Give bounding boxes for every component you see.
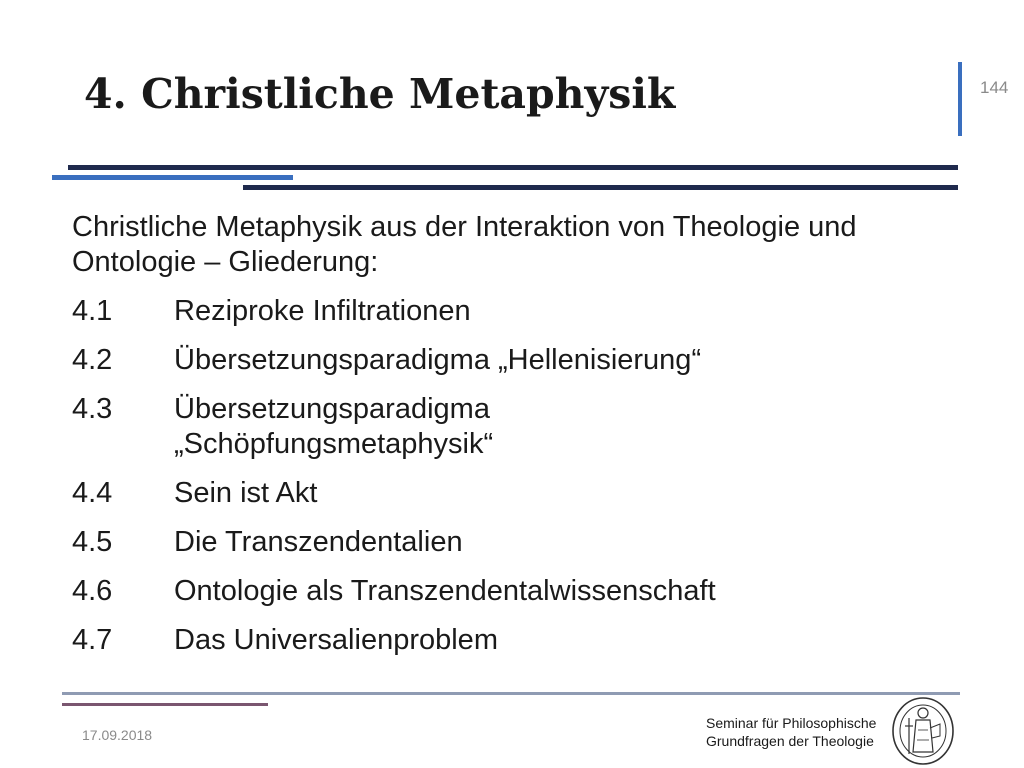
seminar-line-1: Seminar für Philosophische [706, 715, 877, 731]
header-line-blue-short [52, 175, 293, 180]
title-vertical-bar [958, 62, 962, 136]
slide-content [72, 210, 952, 672]
seminar-line-2: Grundfragen der Theologie [706, 733, 874, 749]
outline-item-text: Reziproke Infiltrationen [174, 295, 471, 327]
footer-line-gray [62, 692, 960, 695]
outline-item [72, 392, 952, 462]
outline-item [72, 343, 952, 378]
outline-item [72, 525, 952, 560]
footer-line-purple [62, 703, 268, 706]
outline-item-text: Übersetzungsparadigma „Hellenisierung“ [174, 344, 702, 376]
outline-item-number: 4.4 [72, 477, 113, 509]
outline-item-text: Die Transzendentalien [174, 526, 463, 558]
outline-item-text: Ontologie als Transzendentalwissenschaft [174, 575, 716, 607]
outline-item-number: 4.2 [72, 344, 113, 376]
outline-item-text: Das Universalienproblem [174, 624, 498, 656]
outline-item [72, 476, 952, 511]
footer-date: 17.09.2018 [82, 727, 153, 743]
footer-seminar-name [706, 714, 876, 750]
page-number: 144 [980, 78, 1009, 97]
header-line-navy-bottom [243, 185, 958, 190]
outline-item-number: 4.1 [72, 295, 113, 327]
outline-item-number: 4.3 [72, 393, 113, 425]
outline-item [72, 294, 952, 329]
outline-item-number: 4.7 [72, 624, 113, 656]
outline-item [72, 574, 952, 609]
slide-title: 4. Christliche Metaphysik [84, 70, 676, 118]
outline-item [72, 623, 952, 658]
outline-item-number: 4.5 [72, 526, 113, 558]
outline-item-text: Übersetzungsparadigma „Schöpfungsmetaphysik“ [174, 393, 494, 460]
header-line-navy-top [68, 165, 958, 170]
university-seal-icon [890, 696, 956, 766]
outline-item-number: 4.6 [72, 575, 113, 607]
intro-text: Christliche Metaphysik aus der Interaktion von Theologie und Ontologie – Gliederung: [72, 211, 857, 278]
outline-item-text: Sein ist Akt [174, 477, 318, 509]
